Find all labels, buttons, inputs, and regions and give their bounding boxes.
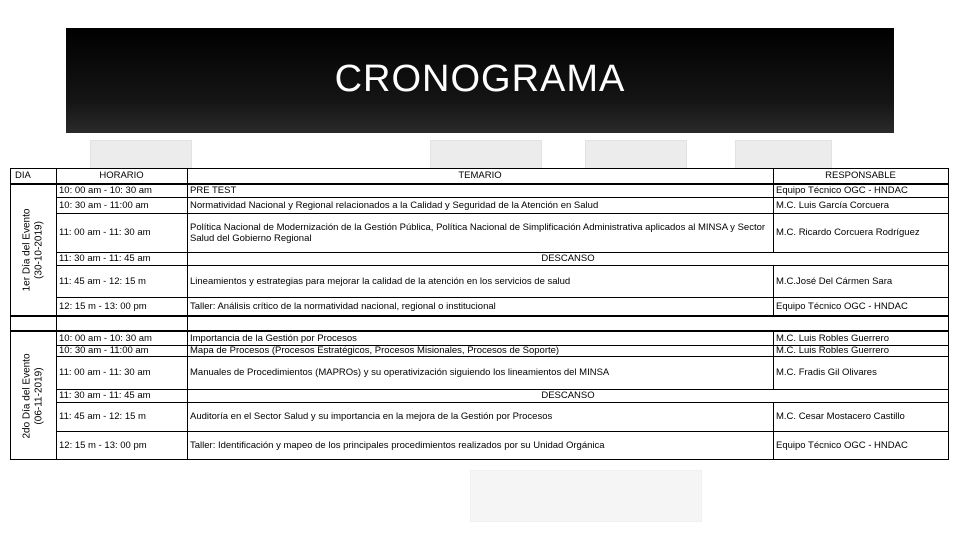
responsible-cell: M.C. Cesar Mostacero Castillo [776,411,905,423]
topic-cell: Taller: Análisis crítico de la normatividad nacional, regional o institucional [190,300,496,312]
topic-cell: Manuales de Procedimientos (MAPROs) y su operativización siguiendo los lineamientos del MINSA [190,367,610,379]
table-header [11,169,948,185]
responsible-cell: Equipo Técnico OGC - HNDAC [776,439,908,451]
time-cell: 10: 30 am - 11:00 am [59,346,149,356]
time-cell: 11: 30 am - 11: 45 am [59,390,151,402]
time-cell: 10: 30 am - 11:00 am [59,199,149,211]
slide-title: CRONOGRAMA [334,58,626,100]
header-temario: TEMARIO [458,170,502,181]
header-responsable: RESPONSABLE [825,170,896,181]
responsible-cell: M.C. Luis García Corcuera [776,199,889,211]
topic-cell: Normatividad Nacional y Regional relacionados a la Calidad y Seguridad de la Atención en Salud [190,199,599,211]
responsible-cell: Equipo Técnico OGC - HNDAC [776,300,908,312]
time-cell: 11: 00 am - 11: 30 am [59,227,151,239]
topic-cell: Taller: Identificación y mapeo de los principales procedimientos realizados por su Unidad Orgánica [190,439,605,451]
day-label [11,332,56,459]
day-title: 1er Día del Evento [21,208,33,292]
break-cell: DESCANSO [541,390,595,402]
responsible-cell: M.C.José Del Cármen Sara [776,275,893,287]
schedule-table [10,168,949,460]
background-decoration [470,470,702,522]
topic-cell: Política Nacional de Modernización de la Gestión Pública, Política Nacional de Simplificación Administrativa aplicados al MINSA y Sector Salud del Gobierno Regional [190,221,766,244]
responsible-cell: Equipo Técnico OGC - HNDAC [776,185,908,197]
time-cell: 11: 00 am - 11: 30 am [59,367,151,379]
time-cell: 11: 45 am - 12: 15 m [59,411,146,423]
time-cell: 12: 15 m - 13: 00 pm [59,300,147,312]
topic-cell: PRE TEST [190,185,237,197]
day-date: (06-11-2019) [33,366,45,425]
title-banner [66,28,894,133]
responsible-cell: M.C. Ricardo Corcuera Rodríguez [776,227,920,239]
time-cell: 11: 45 am - 12: 15 m [59,275,146,287]
topic-cell: Importancia de la Gestión por Procesos [190,332,357,344]
topic-cell: Auditoría en el Sector Salud y su importancia en la mejora de la Gestión por Procesos [190,411,553,423]
break-cell: DESCANSO [541,253,595,265]
responsible-cell: M.C. Fradis Gil Olivares [776,367,877,379]
time-cell: 12: 15 m - 13: 00 pm [59,439,147,451]
day-date: (30-10-2019) [33,221,45,279]
responsible-cell: M.C. Luis Robles Guerrero [776,346,889,356]
time-cell: 11: 30 am - 11: 45 am [59,253,151,265]
topic-cell: Lineamientos y estrategias para mejorar la calidad de la atención en los servicios de salud [190,275,571,287]
day-separator [11,315,948,317]
topic-cell: Mapa de Procesos (Procesos Estratégicos, Procesos Misionales, Procesos de Soporte) [190,346,560,356]
time-cell: 10: 00 am - 10: 30 am [59,185,152,197]
header-dia: DIA [15,170,31,181]
time-cell: 10: 00 am - 10: 30 am [59,332,152,344]
day-label [11,185,56,315]
responsible-cell: M.C. Luis Robles Guerrero [776,332,889,344]
header-horario: HORARIO [99,170,144,181]
day-title: 2do Día del Evento [21,352,33,439]
